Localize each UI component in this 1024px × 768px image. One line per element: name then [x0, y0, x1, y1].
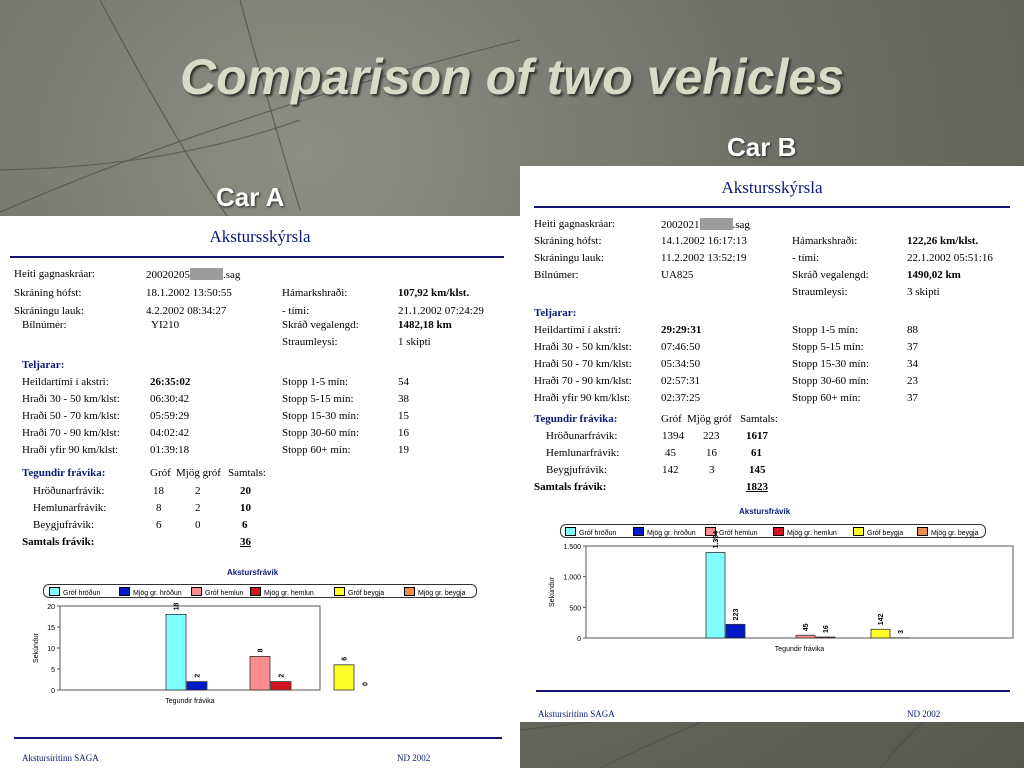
- data-label: 2: [194, 673, 202, 678]
- divider: [10, 256, 504, 258]
- legend-swatch: [853, 527, 864, 536]
- chart-legend: [560, 524, 986, 538]
- legend-swatch: [404, 587, 415, 596]
- bar-5: [334, 665, 354, 690]
- footer-right: ND 2002: [907, 709, 941, 719]
- deviation-total: 61: [751, 447, 762, 459]
- counter-label: Hraði 50 - 70 km/klst:: [534, 358, 632, 370]
- start-value: 18.1.2002 13:50:55: [146, 287, 232, 299]
- dev-col-total: Samtals:: [228, 467, 266, 479]
- data-label: 2: [278, 673, 286, 678]
- deviation-crude: 18: [153, 485, 164, 497]
- stop-label: Stopp 30-60 mín:: [792, 375, 870, 387]
- deviations-title: Tegundir frávika:: [22, 467, 106, 479]
- maxspeed-value: 122,26 km/klst.: [907, 235, 979, 247]
- slide-title: Comparison of two vehicles: [179, 49, 844, 105]
- distance-label: Skráð vegalengd:: [282, 319, 359, 331]
- y-axis-label: Sekúndur: [549, 577, 556, 607]
- file-value: 2002021 .sag: [661, 219, 750, 231]
- time-value: 22.1.2002 05:51:16: [907, 252, 993, 264]
- counter-value: 29:29:31: [661, 324, 702, 336]
- bar-3: [250, 656, 270, 690]
- stop-label: Stopp 60+ mín:: [792, 392, 861, 404]
- counter-value: 26:35:02: [150, 376, 191, 388]
- deviation-crude: 45: [665, 447, 676, 459]
- divider: [534, 206, 1010, 208]
- stop-label: Stopp 60+ mín:: [282, 444, 351, 456]
- stop-label: Stopp 5-15 mín:: [282, 393, 354, 405]
- counter-label: Hraði 70 - 90 km/klst:: [534, 375, 632, 387]
- data-label: 16: [823, 625, 830, 634]
- footer-divider: [14, 737, 502, 739]
- counter-value: 06:30:42: [150, 393, 190, 405]
- legend-item: Mjög gr. hröðun: [633, 527, 696, 537]
- data-label: 142: [878, 613, 885, 626]
- deviation-very-crude: 223: [703, 430, 720, 442]
- data-label: 8: [257, 648, 265, 653]
- stop-value: 34: [907, 358, 918, 370]
- distance-value: 1490,02 km: [907, 269, 961, 281]
- data-label: 45: [803, 623, 810, 632]
- report-title: Akstursskýrsla: [209, 227, 311, 246]
- deviation-total: 10: [240, 502, 251, 514]
- car-a-label: Car A: [216, 182, 285, 212]
- counter-value: 05:59:29: [150, 410, 190, 422]
- legend-item: Mjög gr. beygja: [917, 527, 978, 537]
- legend-swatch: [773, 527, 784, 536]
- deviation-label: Hröðunarfrávik:: [546, 430, 618, 442]
- deviation-crude: 142: [662, 464, 679, 476]
- y-tick-label: 500: [569, 605, 581, 613]
- legend-swatch: [917, 527, 928, 536]
- deviation-very-crude: 2: [195, 485, 201, 497]
- file-value: 20020205 .sag: [146, 269, 241, 281]
- data-label: 1.394: [713, 530, 720, 549]
- distance-value: 1482,18 km: [398, 319, 452, 331]
- y-tick-label: 1.500: [563, 544, 581, 551]
- car-a-report: [0, 216, 520, 768]
- counter-value: 07:46:50: [661, 341, 701, 353]
- deviation-label: Hemlunarfrávik:: [546, 447, 620, 459]
- total-deviations-value: 36: [240, 536, 251, 548]
- dev-col-total: Samtals:: [740, 413, 778, 425]
- plot-area: [586, 546, 1013, 638]
- stop-label: Stopp 1-5 mín:: [792, 324, 859, 336]
- y-tick-label: 20: [47, 604, 55, 611]
- x-axis-label: Tegundir frávika: [774, 646, 825, 653]
- legend-swatch: [49, 587, 60, 596]
- deviation-label: Beygjufrávik:: [546, 464, 608, 476]
- deviation-total: 145: [749, 464, 766, 476]
- total-deviations-label: Samtals frávik:: [534, 481, 607, 493]
- time-value: 21.1.2002 07:24:29: [398, 305, 484, 317]
- y-tick-label: 0: [51, 688, 55, 695]
- stop-value: 23: [907, 375, 918, 387]
- end-value: 11.2.2002 13:52:19: [661, 252, 747, 264]
- car-b-report: [520, 166, 1024, 722]
- y-tick-label: 15: [47, 625, 55, 632]
- plate-value: YI210: [151, 319, 180, 331]
- stop-label: Stopp 15-30 mín:: [792, 358, 870, 370]
- stop-value: 15: [398, 410, 409, 422]
- counter-label: Heildartími í akstri:: [22, 376, 109, 388]
- total-deviations-value: 1823: [746, 481, 768, 493]
- plate-label: Bílnúmer:: [22, 319, 67, 331]
- deviation-label: Beygjufrávik:: [33, 519, 95, 531]
- dev-col-very-crude: Mjög gróf: [687, 413, 732, 425]
- chart-car-a: [30, 602, 500, 712]
- footer-right: ND 2002: [397, 753, 431, 763]
- car-b-label: Car B: [727, 132, 797, 162]
- counter-value: 02:37:25: [661, 392, 701, 404]
- counter-value: 05:34:50: [661, 358, 701, 370]
- time-label: - tími:: [282, 305, 310, 317]
- counter-value: 01:39:18: [150, 444, 190, 456]
- deviation-crude: 1394: [662, 430, 684, 442]
- power-value: 3 skipti: [907, 286, 940, 298]
- stop-label: Stopp 30-60 mín:: [282, 427, 360, 439]
- deviation-label: Hröðunarfrávik:: [33, 485, 105, 497]
- counter-value: 02:57:31: [661, 375, 701, 387]
- maxspeed-value: 107,92 km/klst.: [398, 287, 470, 299]
- power-value: 1 skipti: [398, 336, 431, 348]
- deviation-crude: 8: [156, 502, 162, 514]
- maxspeed-label: Hámarkshraði:: [282, 287, 348, 299]
- legend-item: Mjög gr. beygja: [404, 587, 465, 597]
- total-deviations-label: Samtals frávik:: [22, 536, 95, 548]
- legend-item: Gróf beygja: [334, 587, 384, 597]
- dev-col-crude: Gróf: [150, 467, 171, 479]
- end-label: Skráningu lauk:: [534, 252, 604, 264]
- counters-title: Teljarar:: [22, 359, 65, 371]
- legend-item: Gróf beygja: [853, 527, 903, 537]
- end-label: Skráningu lauk:: [14, 305, 84, 317]
- legend-item: Mjög gr. hemlun: [773, 527, 837, 537]
- file-label: Heiti gagnaskráar:: [14, 268, 95, 280]
- stop-value: 16: [398, 427, 409, 439]
- data-label: 223: [733, 608, 740, 621]
- deviation-very-crude: 2: [195, 502, 201, 514]
- start-label: Skráning hófst:: [14, 287, 82, 299]
- legend-item: Mjög gr. hröðun: [119, 587, 182, 597]
- deviation-total: 6: [242, 519, 248, 531]
- redacted-block: [700, 218, 733, 230]
- legend-item: Gróf hröðun: [49, 587, 100, 597]
- counter-label: Hraði yfir 90 km/klst:: [22, 444, 119, 456]
- bar-3: [796, 635, 815, 638]
- counters-title: Teljarar:: [534, 307, 577, 319]
- legend-swatch: [633, 527, 644, 536]
- start-value: 14.1.2002 16:17:13: [661, 235, 747, 247]
- dev-col-crude: Gróf: [661, 413, 682, 425]
- time-label: - tími:: [792, 252, 820, 264]
- legend-swatch: [191, 587, 202, 596]
- dev-col-very-crude: Mjög gróf: [176, 467, 221, 479]
- deviation-very-crude: 16: [706, 447, 717, 459]
- file-label: Heiti gagnaskráar:: [534, 218, 615, 230]
- stop-value: 37: [907, 341, 918, 353]
- counter-label: Hraði yfir 90 km/klst:: [534, 392, 631, 404]
- legend-item: Gróf hemlun: [705, 527, 758, 537]
- data-label: 6: [341, 656, 349, 661]
- counter-value: 04:02:42: [150, 427, 190, 439]
- data-label: 18: [173, 602, 181, 611]
- chart-legend: [43, 584, 477, 598]
- legend-swatch: [250, 587, 261, 596]
- counter-label: Hraði 50 - 70 km/klst:: [22, 410, 120, 422]
- deviation-very-crude: 0: [195, 519, 201, 531]
- deviations-title: Tegundir frávika:: [534, 413, 618, 425]
- report-title: Akstursskýrsla: [721, 178, 823, 197]
- stop-label: Stopp 1-5 mín:: [282, 376, 349, 388]
- counter-label: Hraði 70 - 90 km/klst:: [22, 427, 120, 439]
- legend-item: Gróf hröðun: [565, 527, 616, 537]
- deviation-total: 1617: [746, 430, 768, 442]
- plate-label: Bílnúmer:: [534, 269, 579, 281]
- legend-item: Gróf hemlun: [191, 587, 244, 597]
- legend-swatch: [565, 527, 576, 536]
- bar-4: [271, 682, 291, 690]
- legend-item: Mjög gr. hemlun: [250, 587, 314, 597]
- footer-divider: [536, 690, 1010, 692]
- deviation-crude: 6: [156, 519, 162, 531]
- counter-label: Heildartími í akstri:: [534, 324, 621, 336]
- stop-label: Stopp 15-30 mín:: [282, 410, 360, 422]
- y-tick-label: 5: [51, 667, 55, 674]
- stop-value: 54: [398, 376, 409, 388]
- stop-value: 38: [398, 393, 409, 405]
- distance-label: Skráð vegalengd:: [792, 269, 869, 281]
- counter-label: Hraði 30 - 50 km/klst:: [22, 393, 120, 405]
- deviation-label: Hemlunarfrávik:: [33, 502, 107, 514]
- bar-2: [187, 682, 207, 690]
- data-label: 0: [362, 682, 370, 686]
- plate-value: UA825: [661, 269, 694, 281]
- x-axis-label: Tegundir frávika: [165, 698, 215, 705]
- footer-left: Akstursíritinn SAGA: [538, 709, 615, 719]
- power-label: Straumleysi:: [792, 286, 848, 298]
- y-tick-label: 0: [577, 636, 581, 643]
- bar-1: [166, 614, 186, 690]
- stop-label: Stopp 5-15 mín:: [792, 341, 864, 353]
- end-value: 4.2.2002 08:34:27: [146, 305, 227, 317]
- y-axis-label: Sekúndur: [33, 633, 40, 663]
- counter-label: Hraði 30 - 50 km/klst:: [534, 341, 632, 353]
- deviation-total: 20: [240, 485, 251, 497]
- chart-title: Akstursfrávik: [739, 507, 791, 516]
- redacted-block: [190, 268, 223, 280]
- data-label: 3: [898, 629, 905, 634]
- bar-1: [706, 553, 725, 638]
- stop-value: 19: [398, 444, 409, 456]
- stop-value: 88: [907, 324, 918, 336]
- power-label: Straumleysi:: [282, 336, 338, 348]
- start-label: Skráning hófst:: [534, 235, 602, 247]
- legend-swatch: [119, 587, 130, 596]
- bar-4: [816, 637, 835, 638]
- footer-left: Akstursíritinn SAGA: [22, 753, 99, 763]
- bar-5: [871, 629, 890, 638]
- stop-value: 37: [907, 392, 918, 404]
- y-tick-label: 10: [47, 646, 55, 653]
- maxspeed-label: Hámarkshraði:: [792, 235, 858, 247]
- legend-swatch: [334, 587, 345, 596]
- chart-title: Akstursfrávik: [227, 568, 279, 577]
- bar-2: [726, 624, 745, 638]
- y-tick-label: 1.000: [563, 574, 581, 582]
- deviation-very-crude: 3: [709, 464, 715, 476]
